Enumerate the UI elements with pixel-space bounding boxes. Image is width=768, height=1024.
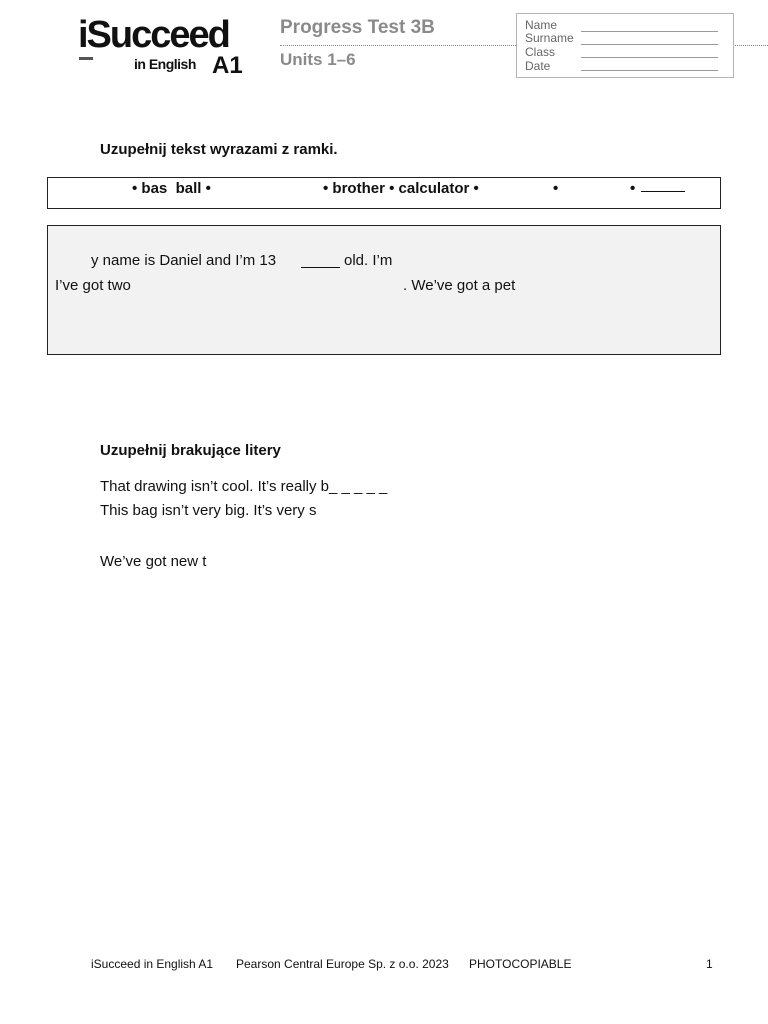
student-info-box — [516, 13, 734, 78]
sentence-2: This bag isn’t very big. It’s very s — [100, 502, 317, 519]
class-label: Class — [525, 45, 556, 59]
logo-underline — [79, 57, 93, 60]
footer-publisher: Pearson Central Europe Sp. z o.o. 2023 — [236, 957, 449, 971]
name-label: Name — [525, 18, 558, 32]
word-box-item: • — [553, 180, 559, 197]
logo-subtitle: in English — [134, 56, 196, 72]
name-line[interactable] — [581, 31, 718, 32]
surname-label: Surname — [525, 31, 574, 45]
text-line-2b: . We’ve got a pet — [403, 277, 516, 294]
surname-line[interactable] — [581, 44, 718, 45]
logo-level: A1 — [212, 52, 243, 79]
footer-license: PHOTOCOPIABLE — [469, 957, 572, 971]
text-line-1b: old. I’m — [344, 252, 393, 269]
word-box-item: • bas ball • — [132, 180, 211, 197]
date-label: Date — [525, 59, 551, 73]
word-box-item: • — [630, 180, 636, 197]
test-title: Progress Test 3B — [280, 17, 435, 38]
footer-book: iSucceed in English A1 — [91, 957, 214, 971]
answer-blank[interactable] — [301, 267, 340, 268]
sentence-1: That drawing isn’t cool. It’s really b_ _ _ _ _ — [100, 478, 388, 495]
text-box — [47, 225, 721, 355]
date-line[interactable] — [581, 70, 718, 71]
word-box — [47, 177, 721, 209]
text-line-2a: I’ve got two — [55, 277, 131, 294]
logo-wordmark: iSucceed — [78, 14, 229, 56]
exercise1-instruction: Uzupełnij tekst wyrazami z ramki. — [100, 141, 338, 158]
page-number: 1 — [706, 957, 713, 971]
text-line-1a: y name is Daniel and I’m 13 — [91, 252, 277, 269]
sentence-3: We’ve got new t — [100, 553, 207, 570]
units-label: Units 1–6 — [280, 50, 356, 69]
word-box-blank[interactable] — [641, 191, 685, 192]
exercise2-instruction: Uzupełnij brakujące litery — [100, 442, 281, 459]
word-box-item: • brother • calculator • — [323, 180, 479, 197]
class-line[interactable] — [581, 57, 718, 58]
